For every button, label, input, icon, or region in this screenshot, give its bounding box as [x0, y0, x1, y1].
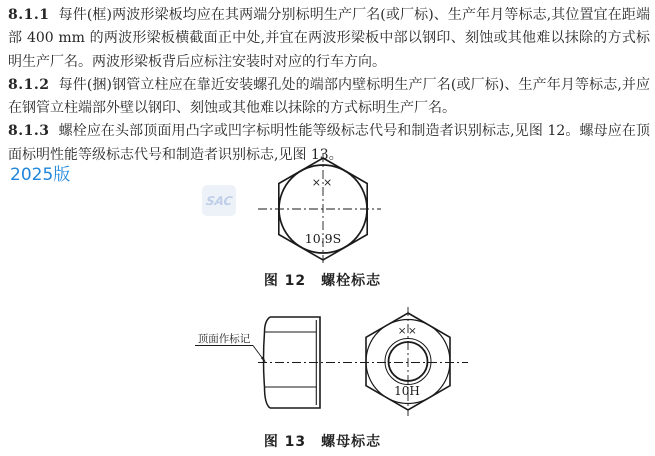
sac-watermark-text: SAC — [204, 193, 234, 208]
bolt-grade-mark: 10.9S — [304, 231, 342, 246]
clause-number: 8.1.2 — [8, 76, 50, 93]
clause-number: 8.1.3 — [8, 123, 50, 140]
clause-text: 螺栓应在头部顶面用凸字或凹字标明性能等级标志代号和制造者识别标志,见图 12。螺母应在顶面标明性能等级标志代号和制造者识别标志,见图 13。 — [8, 123, 650, 163]
callout-text: 顶面作标记 — [197, 333, 251, 345]
clause-number: 8.1.1 — [8, 7, 50, 23]
nut-top-view — [366, 307, 450, 416]
version-label: 2025版 — [10, 165, 71, 185]
clause-text: 每件(捆)钢管立柱应在靠近安装螺孔处的端部内壁标明生产厂名(或厂标)、生产年月等标志,并应在钢管立柱端部外壁以钢印、刻蚀或其他难以抹除的方式标明生产厂名。 — [8, 76, 650, 117]
nut-grade-mark: 10H — [394, 384, 420, 398]
body-text — [8, 4, 650, 167]
figure-12-caption: 图 12 螺栓标志 — [263, 273, 382, 289]
clause-8-1-2 — [8, 74, 650, 121]
manufacturer-mark-placeholder: ×× — [397, 325, 419, 337]
clause-text: 每件(框)两波形梁板均应在其两端分别标明生产厂名(或厂标)、生产年月等标志,其位置宜在距端部 400 mm 的两波形梁板横截面正中处,并宜在两波形梁板中部以钢印、刻蚀或其他难以抹除的方式标明生产厂名。两波形梁板背后应标注安装时对应的行车方向。 — [8, 7, 650, 70]
figure-12-bolt-drawing — [250, 150, 390, 266]
figure-13-nut-drawing — [190, 300, 480, 425]
clause-8-1-1 — [8, 4, 650, 74]
sac-watermark-logo — [202, 185, 236, 216]
top-surface-mark-callout — [195, 332, 266, 363]
figure-13-caption: 图 13 螺母标志 — [263, 434, 382, 450]
manufacturer-mark-placeholder: ×× — [311, 176, 335, 189]
